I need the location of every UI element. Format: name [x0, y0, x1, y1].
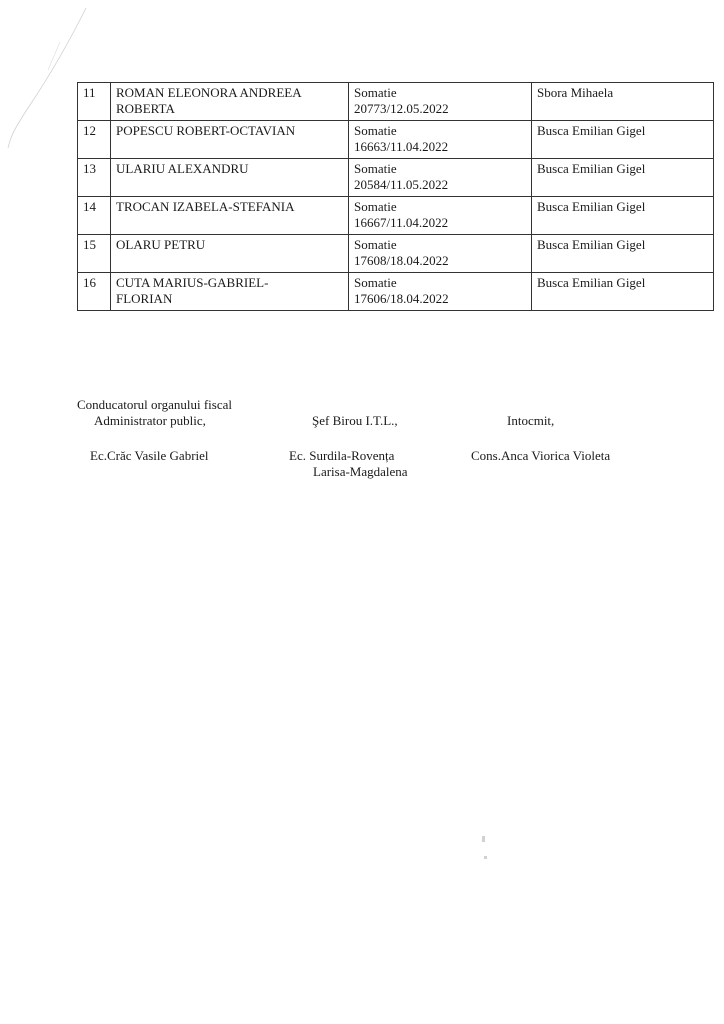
act-line: 20584/11.05.2022	[354, 177, 449, 192]
row-number-cell	[78, 121, 111, 159]
signature-middle-name-1: Ec. Surdila-Rovența	[289, 448, 395, 463]
act-line: 16663/11.04.2022	[354, 139, 449, 154]
signature-left-title-1: Conducatorul organului fiscal	[77, 397, 233, 412]
table-row	[78, 159, 714, 197]
responsible-cell	[532, 235, 714, 273]
debtors-table	[77, 82, 714, 311]
debtor-name-line: ROBERTA	[116, 101, 175, 116]
row-number: 13	[83, 161, 96, 176]
responsible-cell	[532, 159, 714, 197]
responsible-cell	[532, 197, 714, 235]
row-number: 12	[83, 123, 96, 138]
scan-speck	[484, 856, 487, 859]
act-cell	[349, 273, 532, 311]
signature-middle-name-2: Larisa-Magdalena	[313, 464, 408, 479]
debtor-name-line: OLARU PETRU	[116, 237, 206, 252]
table-row	[78, 235, 714, 273]
responsible-cell	[532, 121, 714, 159]
row-number: 16	[83, 275, 96, 290]
act-line: Somatie	[354, 85, 397, 100]
act-line: 17606/18.04.2022	[354, 291, 449, 306]
debtor-name-line: POPESCU ROBERT-OCTAVIAN	[116, 123, 296, 138]
signature-right-name: Cons.Anca Viorica Violeta	[471, 448, 611, 463]
act-cell	[349, 121, 532, 159]
responsible-name: Busca Emilian Gigel	[537, 237, 646, 252]
debtor-name-line: ULARIU ALEXANDRU	[116, 161, 249, 176]
act-line: Somatie	[354, 275, 397, 290]
table-row	[78, 273, 714, 311]
act-cell	[349, 83, 532, 121]
signature-left-name: Ec.Crăc Vasile Gabriel	[90, 448, 209, 463]
act-cell	[349, 197, 532, 235]
debtor-name-cell	[111, 235, 349, 273]
signature-middle-title: Şef Birou I.T.L.,	[312, 413, 398, 428]
debtor-name-line: FLORIAN	[116, 291, 173, 306]
debtor-name-cell	[111, 83, 349, 121]
responsible-name: Busca Emilian Gigel	[537, 199, 646, 214]
debtor-name-cell	[111, 121, 349, 159]
table-row	[78, 197, 714, 235]
scan-speck	[482, 836, 485, 842]
responsible-name: Busca Emilian Gigel	[537, 161, 646, 176]
act-line: Somatie	[354, 237, 397, 252]
responsible-name: Busca Emilian Gigel	[537, 275, 646, 290]
row-number-cell	[78, 273, 111, 311]
debtor-name-line: ROMAN ELEONORA ANDREEA	[116, 85, 302, 100]
debtor-name-cell	[111, 159, 349, 197]
debtor-name-line: TROCAN IZABELA-STEFANIA	[116, 199, 295, 214]
row-number-cell	[78, 159, 111, 197]
act-line: 16667/11.04.2022	[354, 215, 449, 230]
act-line: Somatie	[354, 161, 397, 176]
table-row	[78, 121, 714, 159]
act-cell	[349, 159, 532, 197]
responsible-name: Sbora Mihaela	[537, 85, 614, 100]
row-number: 15	[83, 237, 96, 252]
debtor-name-cell	[111, 197, 349, 235]
act-line: 17608/18.04.2022	[354, 253, 449, 268]
responsible-name: Busca Emilian Gigel	[537, 123, 646, 138]
signature-left-title-2: Administrator public,	[94, 413, 206, 428]
responsible-cell	[532, 273, 714, 311]
act-cell	[349, 235, 532, 273]
row-number-cell	[78, 83, 111, 121]
debtor-name-line: CUTA MARIUS-GABRIEL-	[116, 275, 269, 290]
row-number: 14	[83, 199, 96, 214]
row-number: 11	[83, 85, 96, 100]
row-number-cell	[78, 197, 111, 235]
row-number-cell	[78, 235, 111, 273]
act-line: Somatie	[354, 123, 397, 138]
responsible-cell	[532, 83, 714, 121]
signature-right-title: Intocmit,	[507, 413, 555, 428]
debtor-name-cell	[111, 273, 349, 311]
debtors-table-body	[78, 83, 714, 311]
act-line: Somatie	[354, 199, 397, 214]
table-row	[78, 83, 714, 121]
act-line: 20773/12.05.2022	[354, 101, 449, 116]
